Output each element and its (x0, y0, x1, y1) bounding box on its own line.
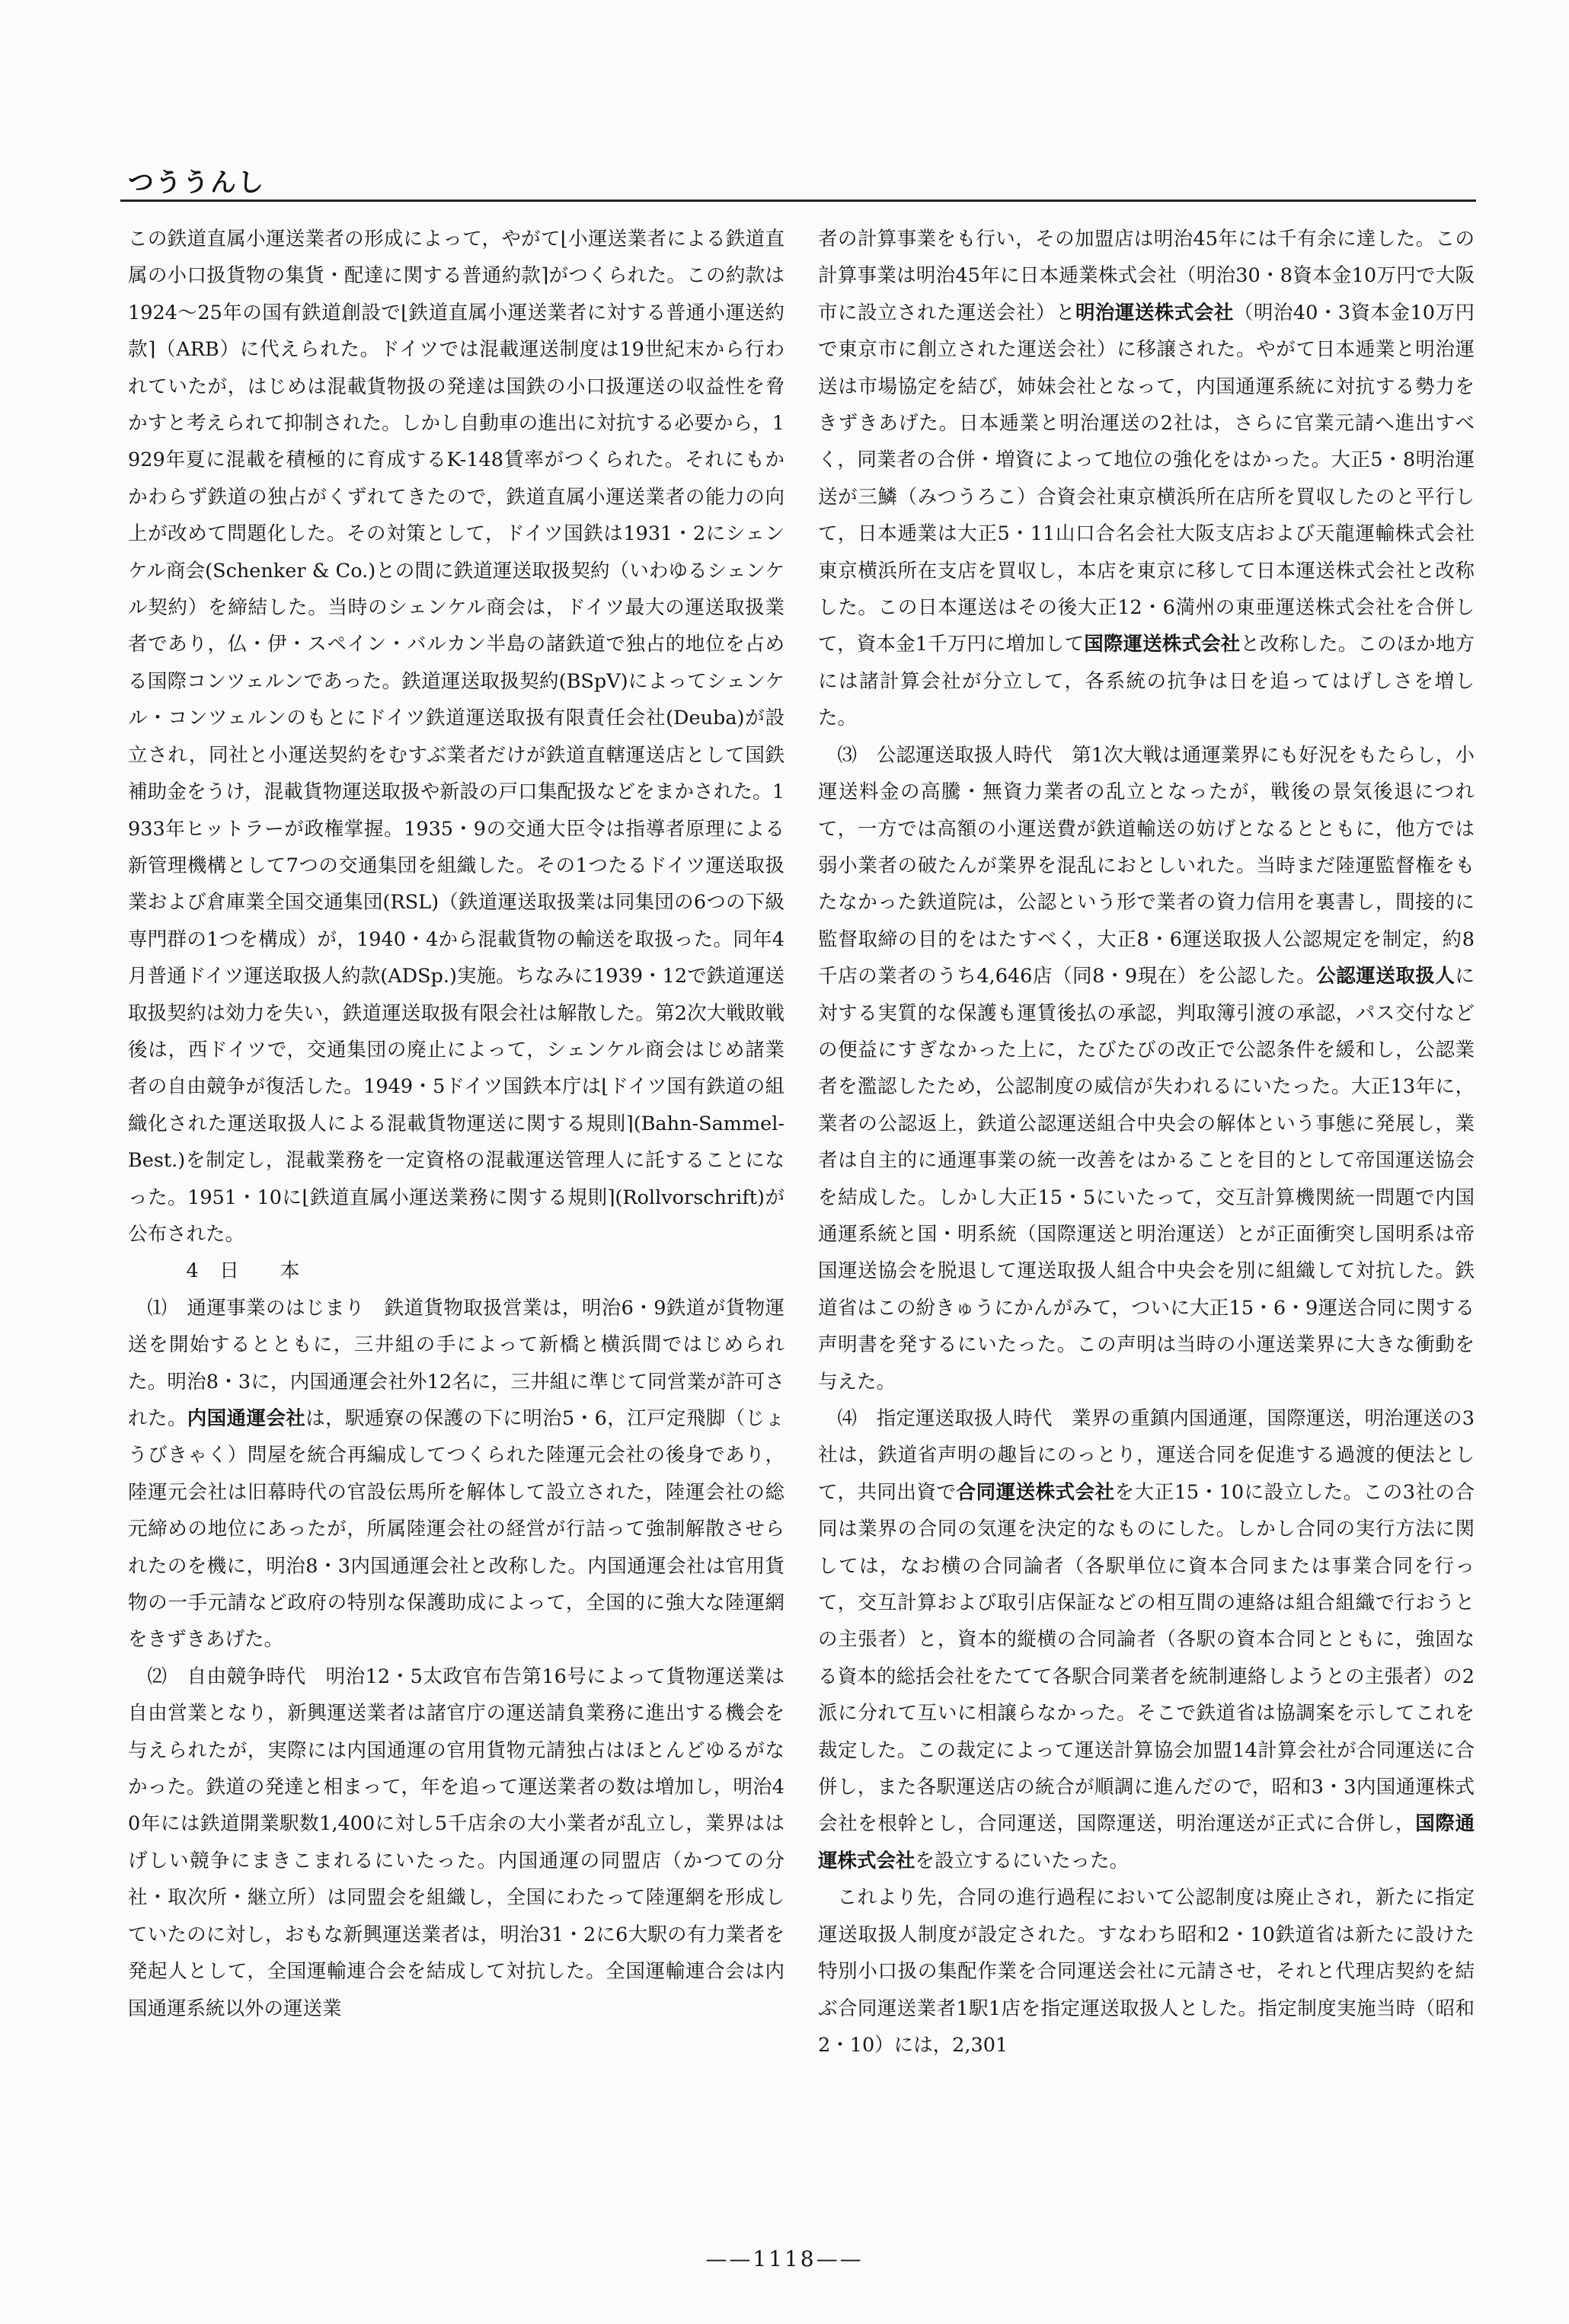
right-column (818, 221, 1475, 2277)
bold-term: 内国通運会社 (187, 1407, 306, 1430)
bold-term: 公認運送取扱人 (1316, 965, 1456, 988)
right-paragraph-certified-agents: ⑶ 公認運送取扱人時代 第1次大戦は通運業界にも好況をもたらし，小運送料金の高騰・無資力業者の乱立となったが，戦後の景気後退につれて，一方では高額の小運送費が鉄道輸送の妨げとなるとともに，他方では弱小業者の破たんが業界を混乱におとしいれた。当時まだ陸運監督権をもたなかった鉄道院は，公認という形で業者の資力信用を裏書し，間接的に監督取締の目的をはたすべく，大正8・6運送取扱人公認規定を制定，約8千店の業者のうち4,646店（同8・9現在）を公認した。公認運送取扱人に対する実質的な保護も運賃後払の承認，判取簿引渡の承認，パス交付などの便益にすぎなかった上に，たびたびの改正で公認条件を緩和し，公認業者を濫認したため，公認制度の威信が失われるにいたった。大正13年に，業者の公認返上，鉄道公認運送組合中央会の解体という事態に発展し，業者は自主的に通運事業の統一改善をはかることを目的として帝国運送協会を結成した。しかし大正15・5にいたって，交互計算機関統一問題で内国通運系統と国・明系統（国際運送と明治運送）とが正面衝突し国明系は帝国運送協会を脱退して運送取扱人組合中央会を別に組織して対抗した。鉄道省はこの紛きゅうにかんがみて，ついに大正15・6・9運送合同に関する声明書を発するにいたった。この声明は当時の小運送業界に大きな衝動を与えた。 (818, 743, 1475, 1393)
bold-term: 明治運送株式会社 (1075, 301, 1234, 324)
section-heading-japan: 4 日 本 (186, 1259, 301, 1283)
left-paragraph-free-competition: ⑵ 自由競争時代 明治12・5太政官布告第16号によって貨物運送業は自由営業となり，新興運送業者は諸官庁の運送請負業務に進出する機会を与えられたが，実際には内国通運の官用貨物元請独占はほとんどゆるがなかった。鉄道の発達と相まって，年を追って運送業者の数は増加し，明治40年には鉄道開業駅数1,400に対し5千店余の大小業者が乱立し，業界ははげしい競争にまきこまれるにいたった。内国通運の同盟店（かつての分社・取次所・継立所）は同盟会を組織し，全国にわたって陸運網を形成していたのに対し，おもな新興運送業者は，明治31・2に6大駅の有力業者を発起人として，全国運輸連合会を結成して対抗した。全国運輸連合会は内国通運系統以外の運送業 (128, 1665, 784, 2020)
left-paragraph-origins: ⑴ 通運事業のはじまり 鉄道貨物取扱営業は，明治6・9鉄道が貨物運送を開始するとともに，三井組の手によって新橋と横浜間ではじめられた。明治8・3に，内国通運会社外12名に，三井組に準じて同営業が許可された。内国通運会社は，駅逓寮の保護の下に明治5・6，江戸定飛脚（じょうびきゃく）問屋を統合再編成してつくられた陸運元会社の後身であり，陸運元会社は旧幕時代の官設伝馬所を解体して設立された，陸運会社の総元締めの地位にあったが，所属陸運会社の経営が行詰って強制解散させられたのを機に，明治8・3内国通運会社と改称した。内国通運会社は官用貨物の一手元請など政府の特別な保護助成によって，全国的に強大な陸運網をきずきあげた。 (128, 1296, 784, 1652)
page-header-title: つううんし (128, 168, 265, 198)
right-paragraph-continuation: 者の計算事業をも行い，その加盟店は明治45年には千有余に達した。この計算事業は明治45年に日本逓業株式会社（明治30・8資本金10万円で大阪市に設立された運送会社）と明治運送株式会社（明治40・3資本金10万円で東京市に創立された運送会社）に移譲された。やがて日本逓業と明治運送は市場協定を結び，姉妹会社となって，内国通運系統に対抗する勢力をきずきあげた。日本逓業と明治運送の2社は，さらに官業元請へ進出すべく，同業者の合併・増資によって地位の強化をはかった。大正5・8明治運送が三鱗（みつうろこ）合資会社東京横浜所在店所を買収したのと平行して，日本逓業は大正5・11山口合名会社大阪支店および天龍運輸株式会社東京横浜所在支店を買収し，本店を東京に移して日本運送株式会社と改称した。この日本運送はその後大正12・6満州の東亜運送株式会社を合併して，資本金1千万円に増加して国際運送株式会社と改称した。このほか地方には諸計算会社が分立して，各系統の抗争は日を追ってはげしさを増した。 (818, 228, 1475, 730)
right-paragraph-designated-agents: ⑷ 指定運送取扱人時代 業界の重鎮内国通運，国際運送，明治運送の3社は，鉄道省声明の趣旨にのっとり，運送合同を促進する過渡的便法として，共同出資で合同運送株式会社を大正15・10に設立した。この3社の合同は業界の合同の気運を決定的なものにした。しかし合同の実行方法に関しては，なお横の合同論者（各駅単位に資本合同または事業合同を行って，交互計算および取引店保証などの相互間の連絡は組合組織で行おうとの主張者）と，資本的縦横の合同論者（各駅の資本合同とともに，強固なる資本的総括会社をたてて各駅合同業者を統制連絡しようとの主張者）の2派に分れて互いに相譲らなかった。そこで鉄道省は協調案を示してこれを裁定した。この裁定によって運送計算協会加盟14計算会社が合同運送に合併し，また各駅運送店の統合が順調に進んだので，昭和3・3内国通運株式会社を根幹とし，合同運送，国際運送，明治運送が正式に合併し，国際通運株式会社を設立するにいたった。 (818, 1407, 1475, 1872)
page-number: ——1118—— (705, 2246, 864, 2271)
left-paragraph-germany: この鉄道直属小運送業者の形成によって，やがて⌊小運送業者による鉄道直属の小口扱貨物の集貨・配達に関する普通約款⌉がつくられた。この約款は1924～25年の国有鉄道創設で⌊鉄道直属小運送業者に対する普通小運送約款⌉（ARB）に代えられた。ドイツでは混載運送制度は19世紀末から行われていたが，はじめは混載貨物扱の発達は国鉄の小口扱運送の収益性を脅かすと考えられて抑制された。しかし自動車の進出に対抗する必要から，1929年夏に混載を積極的に育成するK-148賃率がつくられた。それにもかかわらず鉄道の独占がくずれてきたので，鉄道直属小運送業者の能力の向上が改めて問題化した。その対策として，ドイツ国鉄は1931・2にシェンケル商会(Schenker & Co.)との間に鉄道運送取扱契約（いわゆるシェンケル契約）を締結した。当時のシェンケル商会は，ドイツ最大の運送取扱業者であり，仏・伊・スペイン・バルカン半島の諸鉄道で独占的地位を占める国際コンツェルンであった。鉄道運送取扱契約(BSpV)によってシェンケル・コンツェルンのもとにドイツ鉄道運送取扱有限責任会社(Deuba)が設立され，同社と小運送契約をむすぶ業者だけが鉄道直轄運送店として国鉄補助金をうけ，混載貨物運送取扱や新設の戸口集配扱などをまかされた。1933年ヒットラーが政権掌握。1935・9の交通大臣令は指導者原理による新管理機構として7つの交通集団を組織した。その1つたるドイツ運送取扱業および倉庫業全国交通集団(RSL)（鉄道運送取扱業は同集団の6つの下級専門群の1つを構成）が，1940・4から混載貨物の輸送を取扱った。同年4月普通ドイツ運送取扱人約款(ADSp.)実施。ちなみに1939・12で鉄道運送取扱契約は効力を失い，鉄道運送取扱有限会社は解散した。第2次大戦敗戦後は，西ドイツで，交通集団の廃止によって，シェンケル商会はじめ諸業者の自由競争が復活した。1949・5ドイツ国鉄本庁は⌊ドイツ国有鉄道の組織化された運送取扱人による混載貨物運送に関する規則⌉(Bahn-Sammel-Best.)を制定し，混載業務を一定資格の混載運送管理人に託することになった。1951・10に⌊鉄道直属小運送業務に関する規則⌉(Rollvorschrift)が公布された。 (128, 228, 784, 1246)
bold-term: 合同運送株式会社 (956, 1480, 1115, 1504)
right-paragraph-designation-system: これより先，合同の進行過程において公認制度は廃止され，新たに指定運送取扱人制度が設定された。すなわち昭和2・10鉄道省は新たに設けた特別小口扱の集配作業を合同運送会社に元請させ，それと代理店契約を結ぶ合同運送業者1駅1店を指定運送取扱人とした。指定制度実施当時（昭和2・10）には，2,301 (818, 1886, 1475, 2057)
left-column (128, 221, 784, 2277)
bold-term: 国際運送株式会社 (1084, 633, 1241, 656)
bold-term: 国際通運株式会社 (818, 1812, 1475, 1872)
header-rule (120, 200, 1476, 202)
